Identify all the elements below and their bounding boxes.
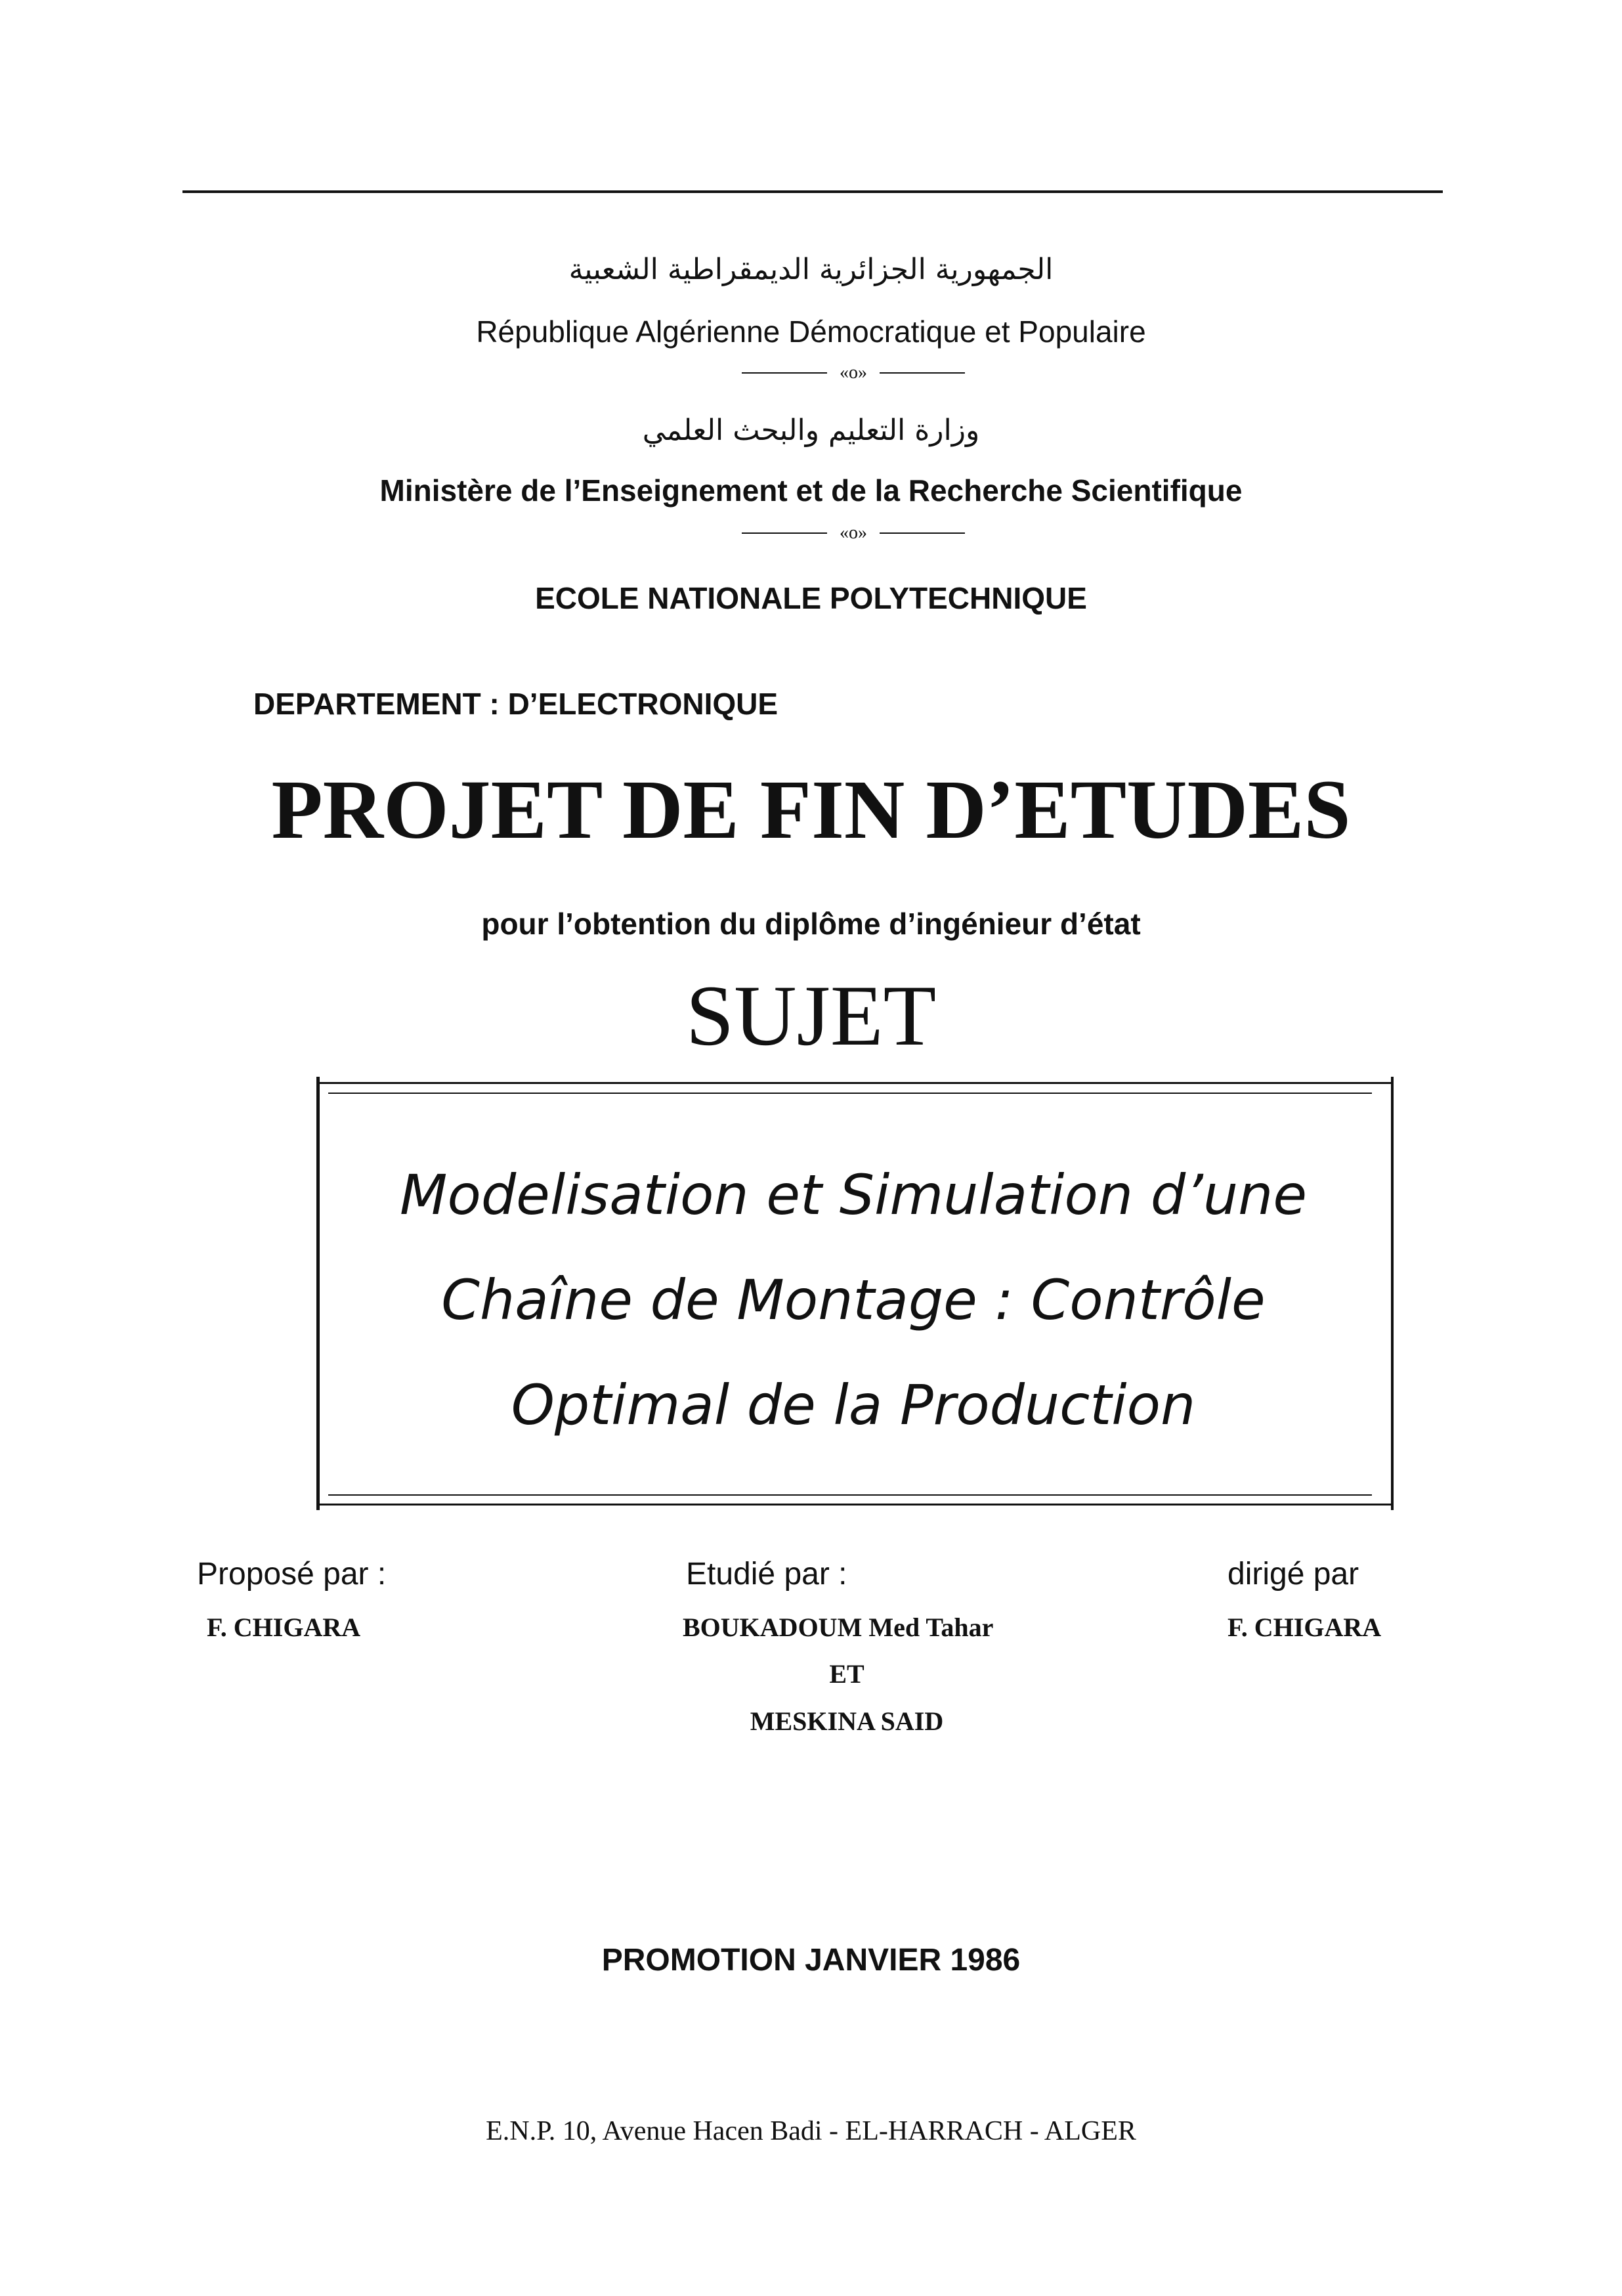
box-rule-bottom bbox=[316, 1504, 1393, 1505]
directed-by-label: dirigé par bbox=[1227, 1557, 1359, 1592]
studied-by-label: Etudié par : bbox=[686, 1557, 847, 1592]
box-rule-top-inner bbox=[328, 1093, 1372, 1094]
promotion: PROMOTION JANVIER 1986 bbox=[601, 1943, 1021, 1978]
arabic-republic-name: الجمهورية الجزائرية الديمقراطية الشعبية bbox=[568, 253, 1054, 286]
studied-by-and: ET bbox=[829, 1659, 864, 1689]
arabic-ministry-name: وزارة التعليم والبحث العلمي bbox=[642, 414, 980, 447]
diploma-line: pour l’obtention du diplôme d’ingénieur d’état bbox=[481, 907, 1141, 941]
republic-name: République Algérienne Démocratique et Populaire bbox=[476, 314, 1146, 349]
proposed-by-name: F. CHIGARA bbox=[207, 1613, 361, 1642]
separator-mark: «o» bbox=[840, 523, 867, 543]
subject-line-3: Optimal de la Production bbox=[511, 1373, 1196, 1437]
separator bbox=[742, 520, 965, 546]
school-address: E.N.P. 10, Avenue Hacen Badi - EL-HARRACH - ALGER bbox=[486, 2116, 1136, 2146]
separator bbox=[742, 360, 965, 386]
proposed-by-label: Proposé par : bbox=[197, 1557, 387, 1592]
subject-line-1: Modelisation et Simulation d’une bbox=[399, 1163, 1308, 1227]
separator-mark: «o» bbox=[840, 362, 867, 383]
document-title: PROJET DE FIN D’ETUDES bbox=[271, 763, 1351, 856]
department-name: DEPARTEMENT : D’ELECTRONIQUE bbox=[253, 687, 779, 721]
directed-by-name: F. CHIGARA bbox=[1227, 1613, 1382, 1642]
ministry-name: Ministère de l’Enseignement et de la Recherche Scientifique bbox=[379, 473, 1243, 508]
studied-by-name-1: BOUKADOUM Med Tahar bbox=[683, 1613, 994, 1642]
studied-by-name-2: MESKINA SAID bbox=[750, 1706, 944, 1736]
sujet-heading: SUJET bbox=[685, 967, 937, 1064]
subject-line-2: Chaîne de Montage : Contrôle bbox=[441, 1268, 1266, 1332]
box-rule-bottom-inner bbox=[328, 1494, 1372, 1496]
box-rule-top bbox=[316, 1082, 1393, 1084]
school-name: ECOLE NATIONALE POLYTECHNIQUE bbox=[535, 581, 1087, 615]
top-rule bbox=[182, 190, 1443, 193]
